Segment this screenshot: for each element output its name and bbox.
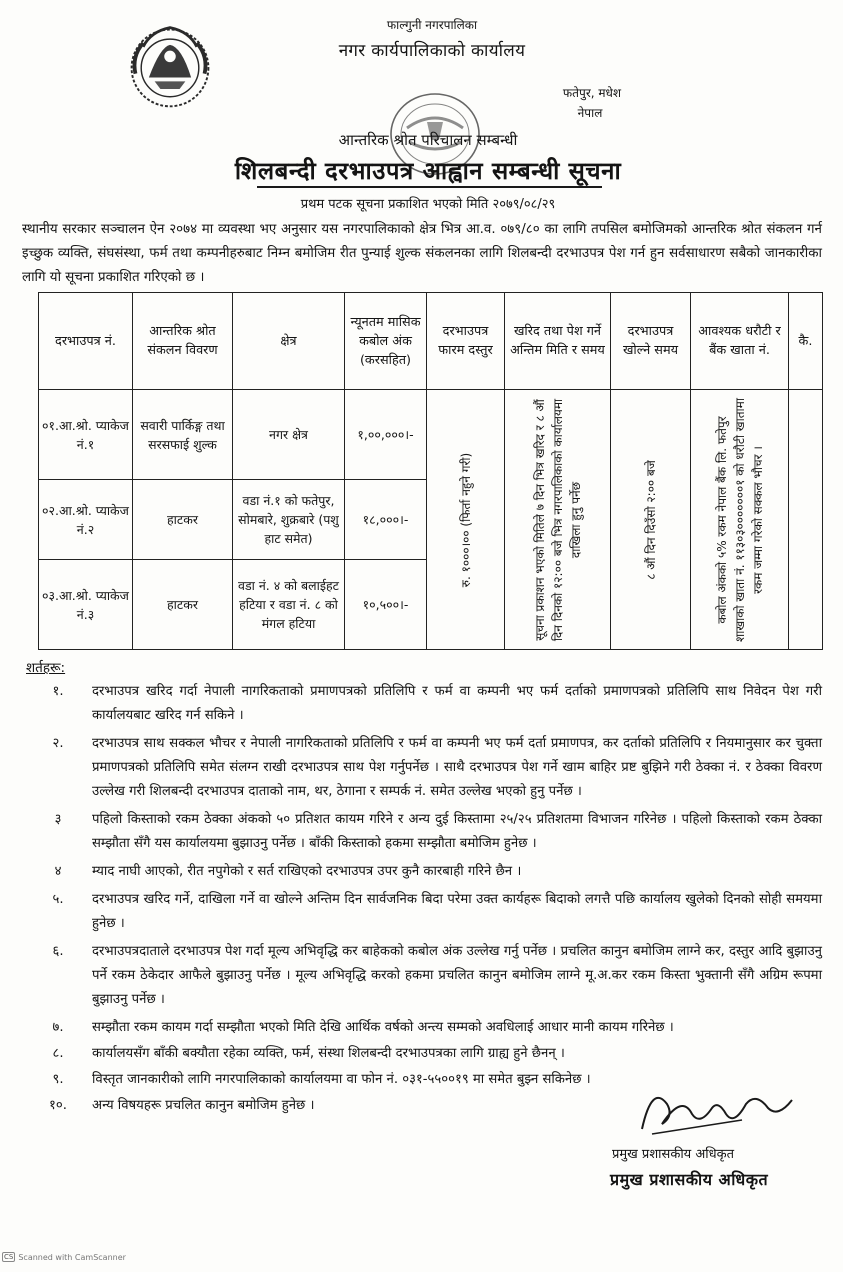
condition-text: दरभाउपत्रदाताले दरभाउपत्र पेश गर्दा मूल्य अभिवृद्धि कर बाहेकको कबोल अंक उल्लेख गर्नु पर्नेछ । प्रचलित कानुन बमोजिम लाग्ने कर, दस्तुर आदि बुझाउनु पर्ने रकम ठेकेदार आफैले बुझाउनु पर्नेछ । मूल्य अभिवृद्धि करको हकमा प्रचलित कानुन बमोजिम लाग्ने मू.अ.कर रकम किस्ता भुक्तानी सँगै अग्रिम रूपमा बुझाउनु पर्नेछ । (92, 944, 822, 1007)
revenue-desc-cell: हाटकर (133, 560, 233, 650)
deadline-cell (505, 390, 611, 650)
condition-text: विस्तृत जानकारीको लागि नगरपालिकाको कार्यालयमा वा फोन नं. ०३१-५५००१९ मा समेत बुझ्न सकिनेछ । (92, 1072, 591, 1087)
deadline-text: सूचना प्रकाशन भएको मितिले ७ दिन भित्र खरिद र ८ औं दिन दिनको १२:०० बजे भित्र नगरपालिकाको कार्यालयमा दाखिला हुनु पर्नेछ (532, 398, 583, 641)
list-item (22, 680, 822, 728)
handwritten-signature (622, 1074, 822, 1144)
tender-table (38, 292, 823, 650)
condition-text: म्याद नाघी आएको, रीत नपुगेको र सर्त राखिएको दरभाउपत्र उपर कुनै कारबाही गरिने छैन । (92, 864, 522, 879)
list-item (22, 860, 822, 884)
condition-text: दरभाउपत्र खरिद गर्दा नेपाली नागरिकताको प्रमाणपत्रको प्रतिलिपि र फर्म वा कम्पनी भए फर्म दर्ताको प्रमाणपत्रको प्रतिलिपि साथ निवेदन पेश गरी कार्यालयबाट खरिद गर्न सकिने । (92, 684, 822, 723)
remarks-cell (789, 390, 823, 650)
tender-no-cell: ०३.आ.श्रो. प्याकेज नं.३ (39, 560, 133, 650)
form-fee-text: रु. १०००।०० (फिर्ता नहुने गरी) (458, 452, 473, 587)
condition-text: दरभाउपत्र साथ सक्कल भौचर र नेपाली नागरिकताको प्रतिलिपि र फर्म वा कम्पनी भए फर्म दर्ता प्रमाणपत्र, कर दर्ताको प्रतिलिपि र नियमानुसार कर चुक्ता प्रमाणपत्रको प्रतिलिपि समेत संलग्न राखी दरभाउपत्र साथ पेश गर्नुपर्नेछ । साथै दरभाउपत्र पेश गर्ने खाम बाहिर प्रष्ट बुझिने गरी ठेक्का नं. र ठेक्का विवरण उल्लेख गरी शिलबन्दी दरभाउपत्र दाताको नाम, थर, ठेगाना र सम्पर्क नं. समेत उल्लेख भएको हुनु पर्नेछ । (92, 736, 822, 799)
condition-text: कार्यालयसँग बाँकी बक्यौता रहेका व्यक्ति, फर्म, संस्था शिलबन्दी दरभाउपत्रका लागि ग्राह्य हुने छैनन् । (92, 1046, 565, 1061)
area-cell: वडा नं. ४ को बलाईहट हटिया र वडा नं. ८ को मंगल हटिया (233, 560, 345, 650)
office-country: नेपाल (577, 106, 603, 120)
min-amount-cell: १०,५००।- (345, 560, 427, 650)
deposit-cell (691, 390, 789, 650)
condition-text: दरभाउपत्र खरिद गर्ने, दाखिला गर्ने वा खोल्ने अन्तिम दिन सार्वजनिक बिदा परेमा उक्त कार्यहरू बिदाको लगत्तै पछि कार्यालय खुलेको दिनको सोही समयमा हुनेछ । (92, 892, 822, 931)
notice-intro-paragraph: स्थानीय सरकार सञ्चालन ऐन २०७४ मा व्यवस्था भए अनुसार यस नगरपालिकाको क्षेत्र भित्र आ.व. ०७९/८० का लागि तपसिल बमोजिमको आन्तरिक श्रोत संकलन गर्न इच्छुक व्यक्ति, संघसंस्था, फर्म तथा कम्पनीहरुबाट निम्न बमोजिम रीत पुन्याई शुल्क संकलनका लागि शिलबन्दी दरभाउपत्र पेश गर्न हुन सर्वसाधारण सबैको जानकारीका लागि यो सूचना प्रकाशित गरिएको छ । (22, 222, 822, 285)
area-cell: वडा नं.१ को फतेपुर, सोमबारे, शुक्रबारे (पशु हाट समेत) (233, 480, 345, 560)
scanner-watermark (2, 1252, 126, 1262)
list-item (22, 888, 822, 936)
municipality-name: फाल्गुनी नगरपालिका (386, 18, 478, 32)
publication-date: प्रथम पटक सूचना प्रकाशित भएको मिति २०७९/०८/२९ (300, 197, 556, 212)
condition-number: ९. (52, 1072, 64, 1087)
list-item (22, 1016, 822, 1040)
condition-number: ३ (54, 812, 62, 827)
header-form-fee: दरभाउपत्र फारम दस्तुर (427, 293, 505, 390)
list-item (22, 1042, 822, 1066)
tender-no-cell: ०१.आ.श्रो. प्याकेज नं.१ (39, 390, 133, 480)
condition-number: ८. (52, 1046, 64, 1061)
area-cell: नगर क्षेत्र (233, 390, 345, 480)
title-underline (257, 186, 602, 188)
header-area: क्षेत्र (233, 293, 345, 390)
list-item (22, 940, 822, 1012)
scanner-text: Scanned with CamScanner (18, 1252, 126, 1262)
camscanner-icon: CS (4, 1253, 14, 1261)
condition-text: सम्झौता रकम कायम गर्दा सम्झौता भएको मिति देखि आर्थिक वर्षको अन्त्य सम्मको अवधिलाई आधार मानी कायम गरिनेछ । (92, 1020, 674, 1035)
tender-no-cell: ०२.आ.श्रो. प्याकेज नं.२ (39, 480, 133, 560)
conditions-list (22, 680, 822, 1118)
header-opening-time: दरभाउपत्र खोल्ने समय (611, 293, 691, 390)
header-revenue-desc: आन्तरिक श्रोत संकलन विवरण (133, 293, 233, 390)
condition-text: पहिलो किस्ताको रकम ठेक्का अंकको ५० प्रतिशत कायम गरिने र अन्य दुई किस्तामा २५/२५ प्रतिशतमा विभाजन गरिनेछ । पहिलो किस्ताको रकम ठेक्का सम्झौता सँगै यस कार्यालयमा बुझाउनु पर्नेछ । बाँकी किस्ताको हकमा सम्झौता बमोजिम हुनेछ । (92, 812, 822, 851)
condition-number: ६. (52, 944, 64, 959)
tender-table-header-row (39, 293, 823, 390)
condition-number: ४ (54, 864, 62, 879)
header-deposit: आवश्यक धरौटी र बैंक खाता नं. (691, 293, 789, 390)
condition-number: १. (52, 684, 64, 699)
table-row (39, 390, 823, 480)
condition-number: १०. (49, 1098, 67, 1113)
notice-page (22, 12, 822, 1252)
condition-text: अन्य विषयहरू प्रचलित कानुन बमोजिम हुनेछ । (92, 1098, 315, 1113)
header-remarks: कै. (789, 293, 823, 390)
notice-title: शिलबन्दी दरभाउपत्र आह्वान सम्बन्धी सूचना (234, 157, 622, 185)
notice-subtitle: आन्तरिक श्रोत परिचालन सम्बन्धी (338, 131, 518, 149)
header-min-amount: न्यूनतम मासिक कबोल अंक (करसहित) (345, 293, 427, 390)
conditions-heading: शर्तहरू: (26, 660, 66, 676)
list-item (22, 732, 822, 804)
revenue-desc-cell: सवारी पार्किङ्ग तथा सरसफाई शुल्क (133, 390, 233, 480)
condition-number: ५. (52, 892, 64, 907)
signatory-role: प्रमुख प्रशासकीय अधिकृत (612, 1147, 735, 1162)
min-amount-cell: १८,०००।- (345, 480, 427, 560)
form-fee-cell (427, 390, 505, 650)
office-name: नगर कार्यपालिकाको कार्यालय (338, 41, 526, 61)
min-amount-cell: १,००,०००।- (345, 390, 427, 480)
header-tender-no: दरभाउपत्र नं. (39, 293, 133, 390)
revenue-desc-cell: हाटकर (133, 480, 233, 560)
opening-time-text: ८ औं दिन दिउँसो २:०० बजे (643, 459, 658, 580)
condition-number: ७. (52, 1020, 64, 1035)
signatory-stamp: प्रमुख प्रशासकीय अधिकृत (610, 1170, 769, 1189)
deposit-text: कबोल अंकको ५% रकम नेपाल बैंक लि. फतेपुर शाखाको खाता नं. ११३०३०००००००१ को धरौटी खातामा रकम जम्मा गरेको सक्कल भौचर । (714, 397, 765, 642)
office-address: फतेपुर, मधेश (562, 86, 622, 100)
header-deadline: खरिद तथा पेश गर्ने अन्तिम मिति र समय (505, 293, 611, 390)
condition-number: २. (52, 736, 64, 751)
list-item (22, 808, 822, 856)
opening-time-cell (611, 390, 691, 650)
